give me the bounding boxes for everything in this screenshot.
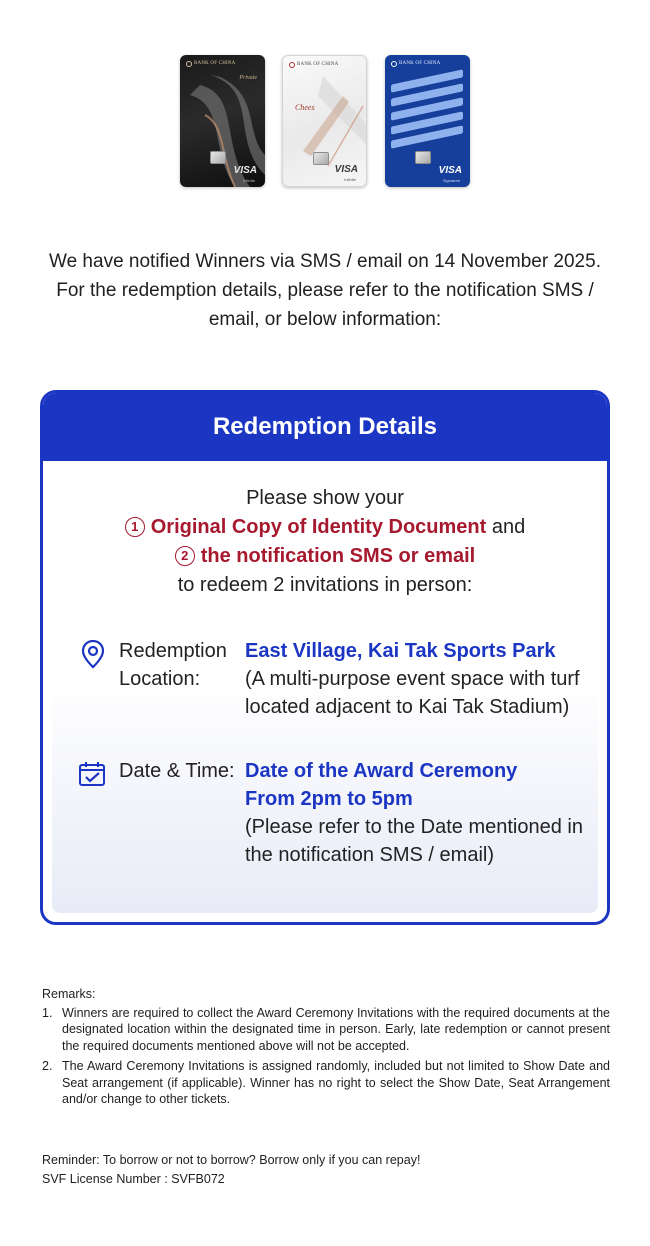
date-note: (Please refer to the Date mentioned in <box>245 816 583 838</box>
redemption-instructions <box>52 484 598 600</box>
remarks-title: Remarks: <box>42 987 96 1001</box>
card-chip <box>415 151 431 164</box>
required-document-2: the notification SMS or email <box>200 545 476 567</box>
number-circle-icon: 1 <box>125 517 145 537</box>
date-note: the notification SMS / email) <box>245 844 494 866</box>
remark-text: The Award Ceremony Invitations is assigned randomly, included but not limited to Show Date and Seat arrangement (if applicable). Winner has no right to select the Show Date, Seat Arrangement and/or change to other tickets. <box>62 1059 610 1106</box>
remark-number: 1. <box>42 1005 53 1020</box>
bank-logo-icon <box>391 61 397 67</box>
date-time-value <box>245 757 605 869</box>
venue-name: East Village, Kai Tak Sports Park <box>245 640 556 662</box>
borrowing-reminder: Reminder: To borrow or not to borrow? Borrow only if you can repay! <box>42 1153 421 1167</box>
visa-tier: Signature <box>442 178 460 183</box>
remark-item <box>42 1058 610 1108</box>
card-bank-name: BANK OF CHINA <box>194 61 236 66</box>
footer <box>42 1151 610 1189</box>
instruction-item-1 <box>52 513 598 542</box>
event-time: From 2pm to 5pm <box>245 788 413 810</box>
panel-header <box>43 393 607 461</box>
intro-line: email, or below information: <box>208 309 442 330</box>
card-bank-name: BANK OF CHINA <box>399 61 441 66</box>
intro-line: For the redemption details, please refer to the notification SMS / <box>56 280 594 301</box>
date-time-label: Date & Time: <box>119 760 235 782</box>
card-chip <box>313 152 329 165</box>
location-label-line: Redemption <box>119 640 227 662</box>
visa-tier: Infinite <box>243 178 255 183</box>
location-label <box>119 637 239 693</box>
instruction-line: Please show your <box>246 487 404 509</box>
calendar-check-icon <box>77 759 107 789</box>
instruction-item-2 <box>52 542 598 571</box>
card-tier: Chees <box>295 103 315 112</box>
instruction-conjunction: and <box>486 516 526 538</box>
event-date: Date of the Award Ceremony <box>245 760 518 782</box>
visa-tier: Infinite <box>344 177 356 182</box>
visa-logo: VISA <box>438 165 462 176</box>
instruction-line: to redeem 2 invitations in person: <box>177 574 473 596</box>
venue-note: (A multi-purpose event space with turf <box>245 668 580 690</box>
required-document-1: Original Copy of Identity Document <box>150 516 487 538</box>
venue-note: located adjacent to Kai Tak Stadium) <box>245 696 570 718</box>
redemption-details-panel <box>40 390 610 925</box>
number-circle-icon: 2 <box>175 546 195 566</box>
panel-body <box>52 461 598 913</box>
remark-item <box>42 1005 610 1055</box>
panel-title: Redemption Details <box>212 413 438 440</box>
remark-number: 2. <box>42 1059 53 1073</box>
intro-line: We have notified Winners via SMS / email on 14 November 2025. <box>49 251 601 272</box>
visa-logo: VISA <box>334 164 358 175</box>
private-card-image <box>180 55 265 187</box>
location-value <box>245 637 605 721</box>
credit-cards-banner <box>0 55 650 187</box>
card-bank-name: BANK OF CHINA <box>297 62 339 67</box>
remark-text: Winners are required to collect the Award Ceremony Invitations with the required documents at the designated location within the designated time in person. Early, late redemption or cannot present the required documents mentioned above will not be accepted. <box>62 1005 610 1053</box>
location-pin-icon <box>80 639 106 669</box>
cheers-card-image <box>282 55 367 187</box>
intro-notice <box>20 247 630 334</box>
card-chip <box>210 151 226 164</box>
visa-logo: VISA <box>233 165 257 176</box>
location-label-line: Location: <box>119 668 201 690</box>
blue-card-image <box>385 55 470 187</box>
svf-license-number: SVF License Number : SVFB072 <box>42 1172 225 1186</box>
remarks-section <box>42 986 610 1112</box>
card-tier: Private <box>239 75 257 81</box>
